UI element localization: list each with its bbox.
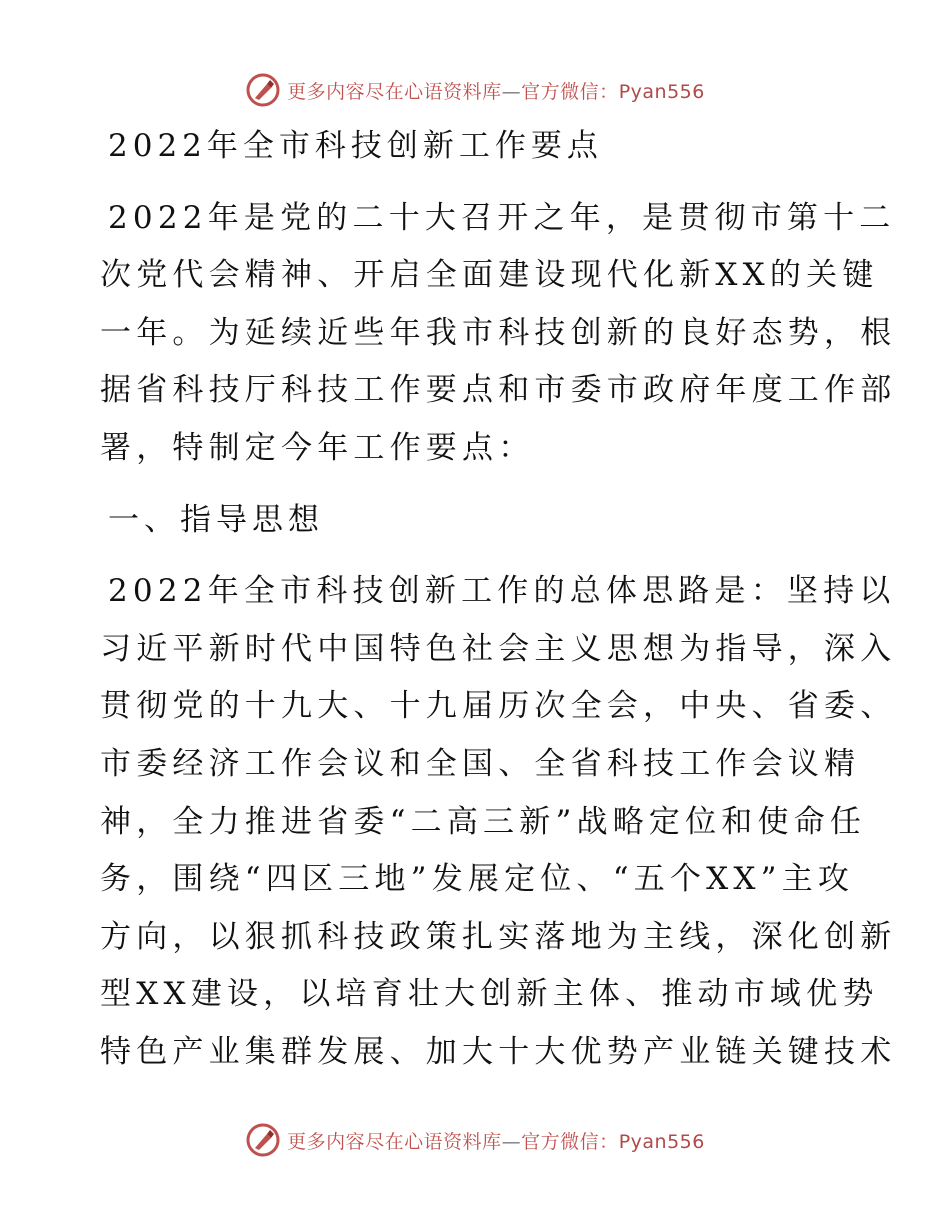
watermark-wechat-id: Pyan556 [618,1130,705,1153]
document-title: 2022年全市科技创新工作要点 [108,128,603,164]
watermark-bottom [0,1120,950,1160]
watermark-top [0,70,950,110]
body-line: 特色产业集群发展、加大十大优势产业链关键技术 [100,1033,897,1070]
intro-line: 据省科技厅科技工作要点和市委市政府年度工作部 [100,372,897,409]
body-line: 型XX建设，以培育壮大创新主体、推动市域优势 [100,976,879,1013]
body-line: 习近平新时代中国特色社会主义思想为指导，深入 [100,630,897,667]
watermark-separator: — [501,1130,522,1153]
watermark-main-text: 更多内容尽在心语资料库 [287,1130,502,1153]
watermark-text [287,77,705,104]
intro-line: 署，特制定今年工作要点： [100,429,535,466]
body-line: 方向，以狠抓科技政策扎实落地为主线，深化创新 [100,918,897,955]
body-line: 贯彻党的十九大、十九届历次全会，中央、省委、 [100,688,897,725]
watermark-wechat-id: Pyan556 [618,80,705,103]
pen-logo-icon [245,72,281,108]
body-line: 神，全力推进省委“二高三新”战略定位和使命任 [100,803,867,840]
watermark-main-text: 更多内容尽在心语资料库 [287,80,502,103]
intro-line: 2022年是党的二十大召开之年，是贯彻市第十二 [108,199,896,236]
body-line: 2022年全市科技创新工作的总体思路是：坚持以 [108,573,896,610]
document-page [100,118,897,1082]
section-heading: 一、指导思想 [108,501,324,538]
watermark-text [287,1127,705,1154]
body-line: 市委经济工作会议和全国、全省科技工作会议精 [100,745,861,782]
watermark-label: 官方微信： [521,80,619,103]
watermark-label: 官方微信： [521,1130,619,1153]
intro-line: 次党代会精神、开启全面建设现代化新XX的关键 [100,257,879,294]
watermark-separator: — [501,80,522,103]
pen-logo-icon [245,1122,281,1158]
intro-line: 一年。为延续近些年我市科技创新的良好态势，根 [100,314,897,351]
body-line: 务，围绕“四区三地”发展定位、“五个XX”主攻 [100,861,855,898]
